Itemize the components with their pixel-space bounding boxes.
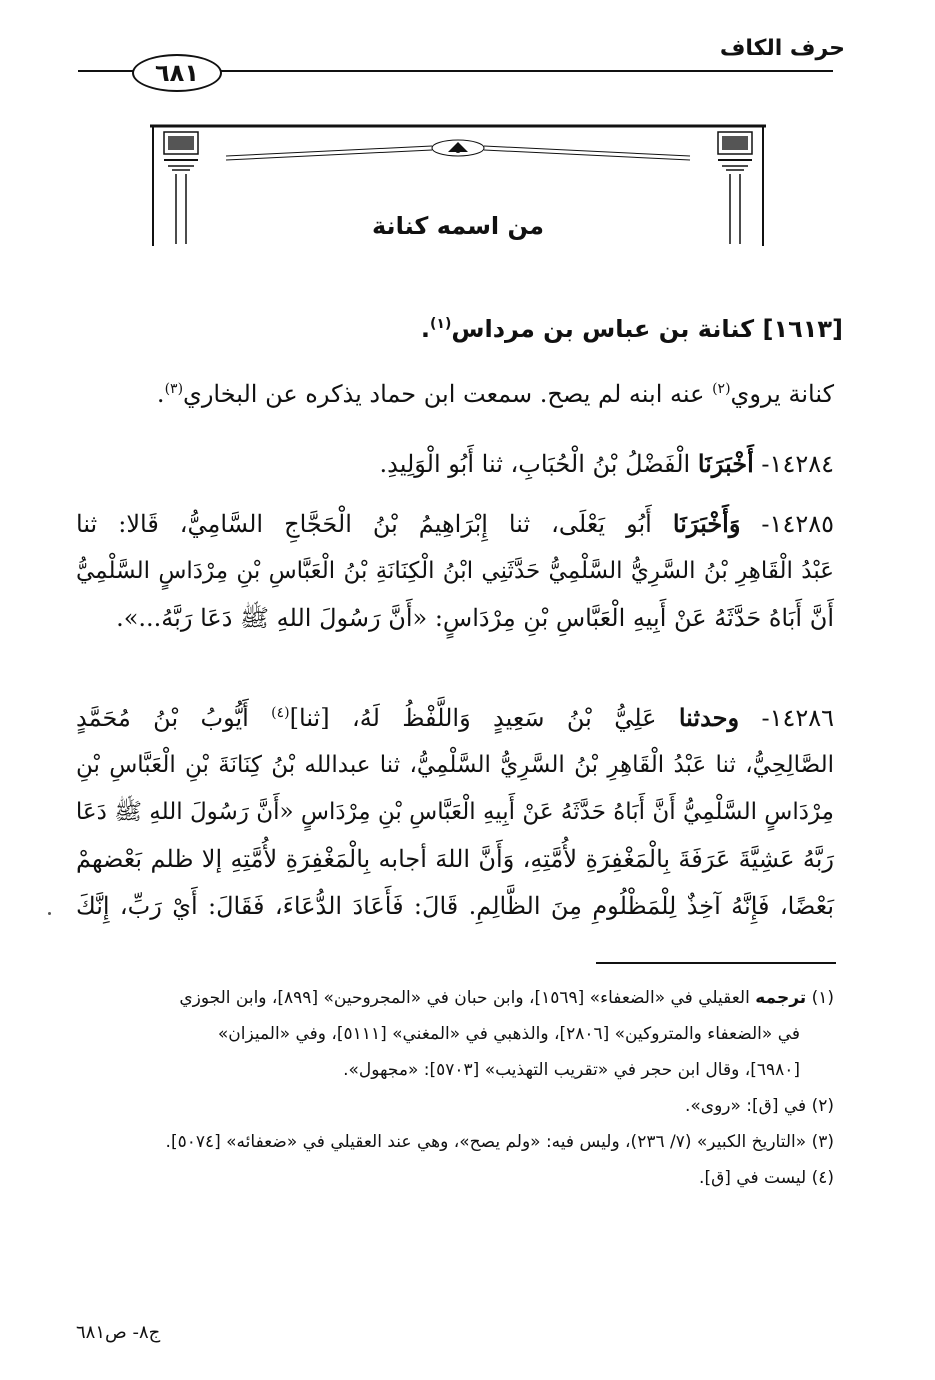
footnote-ref-1: (١): [430, 316, 452, 332]
hadith-14284: [76, 440, 834, 488]
hadith-lead: وحدثنا: [678, 703, 740, 732]
hadith-line: الصَّالِحِيُّ، ثنا عَبْدُ الْقَاهِرِ بْنُ السَّرِيُّ السَّلْمِيُّ، ثنا عبدالله بْنُ كِنَانَةَ بْنِ الْعَبَّاسِ بْنِ: [76, 752, 834, 778]
hadith-line: مِرْدَاسٍ السَّلْمِيُّ أَنَّ أَبَاهُ حَدَّثَهُ عَنْ أَبِيهِ الْعَبَّاسِ بْنِ مِرْدَاسٍ «أَنَّ رَسُولَ اللهِ ﷺ دَعَا: [75, 799, 834, 825]
paragraph-text-c: .: [156, 380, 165, 408]
hadith-text: أَبُو يَعْلَى، ثنا إِبْرَاهِيمُ بْنُ الْحَجَّاجِ السَّامِيُّ، قَالا: ثنا: [76, 510, 673, 538]
footnote-separator: [596, 962, 836, 964]
hadith-line: بَعْضًا، فَإِنَّهُ آخِذٌ لِلْمَظْلُومِ مِنَ الظَّالِمِ. قَالَ: فَأَعَادَ الدُّعَاءَ، فَقَالَ: أَيْ رَبِّ، إِنَّكَ: [76, 892, 834, 920]
hadith-14285: [76, 500, 834, 642]
footnote-4: (٤) ليست في [ق].: [699, 1168, 834, 1188]
footnote-number: (١): [811, 988, 834, 1008]
footnote-1: [76, 980, 834, 1016]
entry-heading: [421, 315, 843, 343]
section-title: من اسمه كنانة: [372, 212, 544, 240]
footnote-ref-4: (٤): [271, 705, 290, 721]
hadith-text: الْفَضْلُ بْنُ الْحُبَابِ، ثنا أَبُو الْوَلِيدِ.: [379, 450, 698, 478]
paragraph-text-b: عنه ابنه لم يصح. سمعت ابن حماد يذكره عن البخاري: [183, 380, 713, 408]
hadith-lead: وَأَخْبَرَنَا: [672, 509, 741, 538]
volume-page-footer: ج٨- ص٦٨١: [76, 1322, 161, 1343]
footnotes: [76, 980, 834, 1196]
entry-heading-end: .: [420, 315, 430, 343]
hadith-line: عَبْدُ الْقَاهِرِ بْنُ السَّرِيُّ السَّلْمِيُّ حَدَّثَنِي ابْنُ الْكِنَانَةِ بْنُ الْعَبَّاسِ بْنِ مِرْدَاسٍ السَّلْمِيُّ: [76, 558, 834, 584]
paragraph-text-a: كنانة يروي: [730, 380, 834, 408]
hadith-line: [76, 500, 834, 548]
hadith-text: عَلِيُّ بْنُ سَعِيدٍ وَاللَّفْظُ لَهُ، [ثنا]: [289, 704, 679, 732]
entry-paragraph: [76, 366, 834, 418]
margin-mark: [48, 912, 51, 915]
hadith-lead: أَخْبَرَنَا: [697, 449, 754, 478]
footnote-3: (٣) «التاريخ الكبير» (٧/ ٢٣٦)، وليس فيه: «ولم يصح»، وهي عند العقيلي في «ضعفائه» [٥٠٧٤].: [165, 1132, 834, 1152]
footnote-lead: ترجمه: [755, 988, 807, 1008]
hadith-line: أَنَّ أَبَاهُ حَدَّثَهُ عَنْ أَبِيهِ الْعَبَّاسِ بْنِ مِرْدَاسٍ: «أَنَّ رَسُولَ اللهِ ﷺ دَعَا رَبَّهُ...».: [116, 604, 834, 632]
page-number: ٦٨١: [132, 54, 222, 92]
hadith-line: [76, 690, 834, 742]
footnote-text: العقيلي في «الضعفاء» [١٥٦٩]، وابن حبان في «المجروحين» [٨٩٩]، وابن الجوزي: [179, 988, 756, 1008]
footnote-1-cont: [٦٩٨٠]، وقال ابن حجر في «تقريب التهذيب» [٥٧٠٣]: «مجهول».: [343, 1060, 800, 1080]
footnote-2: (٢) في [ق]: «روى».: [684, 1096, 834, 1116]
hadith-line: رَبَّهُ عَشِيَّةَ عَرَفَةَ بِالْمَغْفِرَةِ لأُمَّتِهِ، وَأَنَّ اللهَ أجابه بِالْمَغْفِرَةِ لأُمَّتِهِ إلا ظلم بَعْضهمْ: [76, 845, 834, 873]
hadith-line: [76, 440, 834, 488]
paragraph-line: [76, 366, 834, 418]
footnote-1-cont: في «الضعفاء والمتروكين» [٢٨٠٦]، والذهبي في «المغني» [٥١١١]، وفي «الميزان»: [217, 1024, 800, 1044]
hadith-14286: [76, 690, 834, 930]
entry-heading-text: [١٦١٣] كنانة بن عباس بن مرداس: [451, 315, 843, 343]
footnote-ref-3: (٣): [164, 381, 184, 397]
hadith-number: ١٤٢٨٥-: [740, 510, 834, 538]
footnote-ref-2: (٢): [712, 381, 731, 397]
hadith-number: ١٤٢٨٦-: [739, 704, 835, 732]
hadith-number: ١٤٢٨٤-: [753, 450, 834, 478]
running-title: حرف الكاف: [719, 36, 845, 61]
hadith-text: أَيُّوبُ بْنُ مُحَمَّدٍ: [76, 704, 272, 732]
